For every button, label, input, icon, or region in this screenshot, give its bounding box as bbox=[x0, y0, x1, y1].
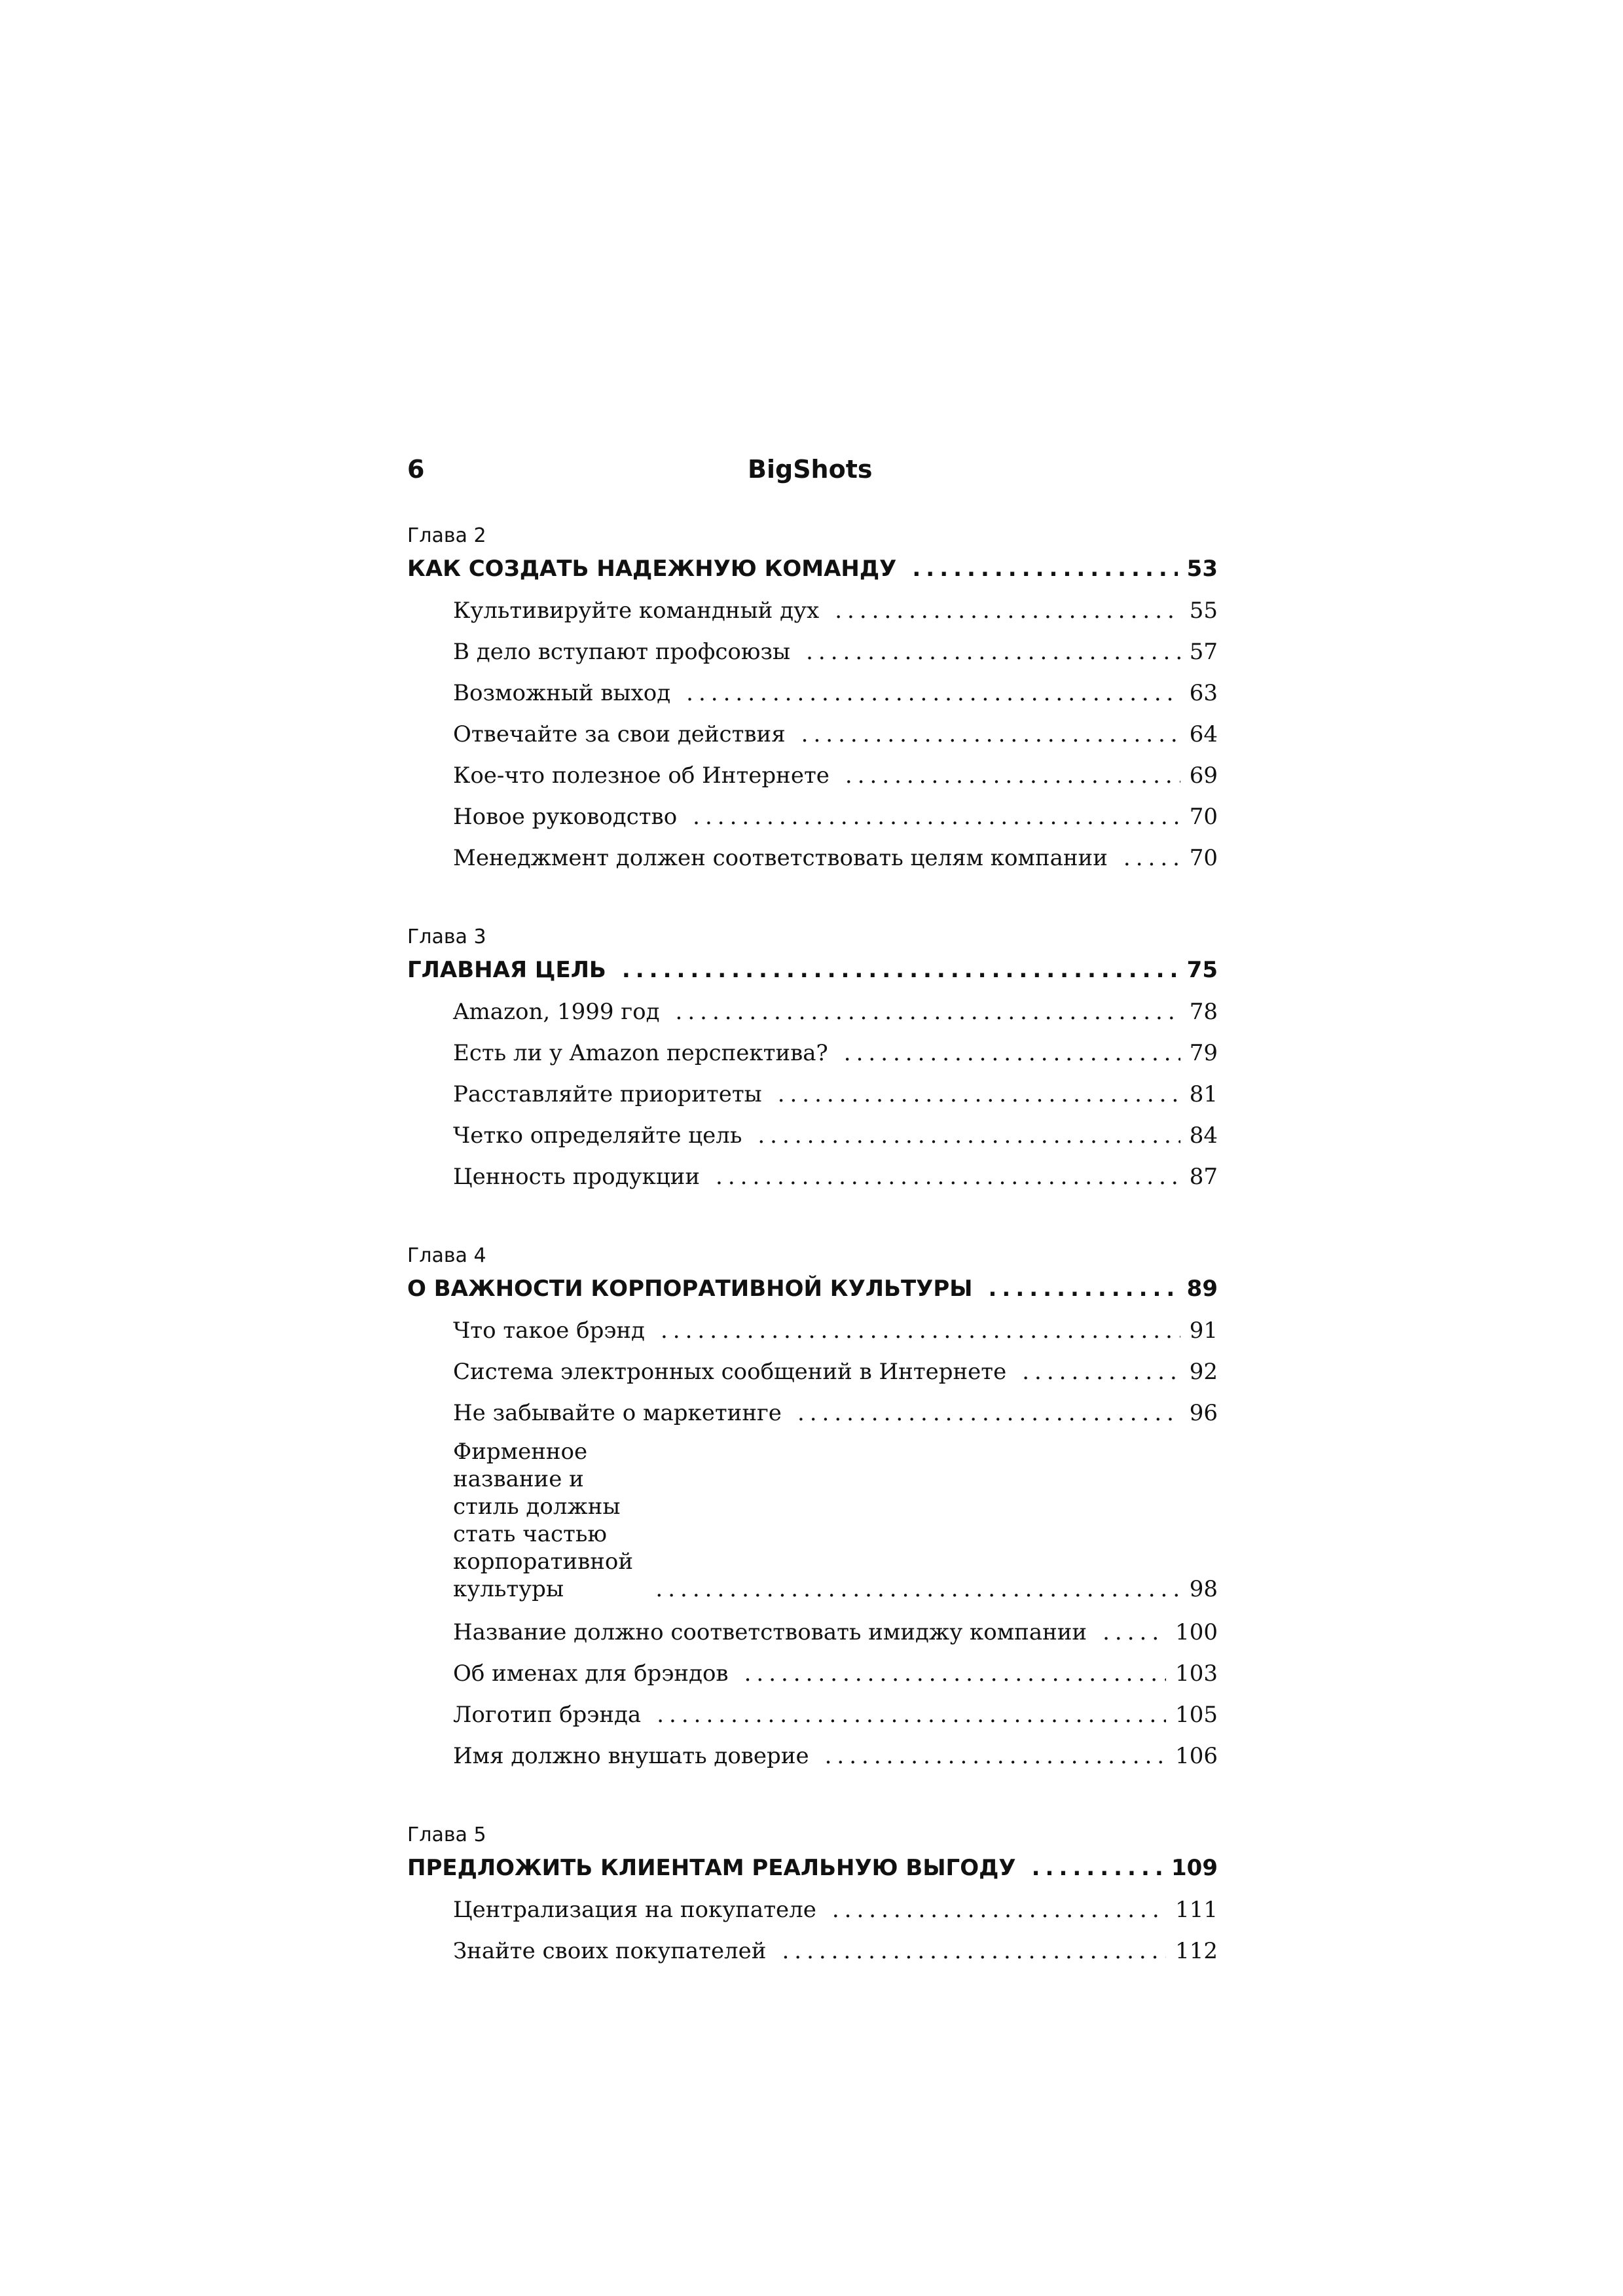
dot-leader bbox=[844, 1033, 1180, 1074]
chapter-title-row[interactable] bbox=[407, 548, 1218, 589]
entry-title: Культивируйте командный дух bbox=[453, 598, 820, 624]
entry-title: Что такое брэнд bbox=[453, 1318, 645, 1344]
entry-title: Логотип брэнда bbox=[453, 1702, 642, 1728]
dot-leader bbox=[778, 1074, 1180, 1115]
chapter-page-number: 53 bbox=[1186, 556, 1218, 582]
dot-leader bbox=[801, 714, 1180, 755]
running-head bbox=[407, 455, 1218, 494]
entry-page-number: 91 bbox=[1189, 1318, 1218, 1344]
entry-page-number: 79 bbox=[1189, 1040, 1218, 1066]
dot-leader bbox=[832, 1890, 1166, 1931]
entry-title: Имя должно внушать доверие bbox=[453, 1743, 809, 1769]
toc-entry[interactable] bbox=[407, 714, 1218, 755]
entry-page-number: 70 bbox=[1189, 804, 1218, 830]
dot-leader bbox=[835, 590, 1180, 632]
entry-page-number: 92 bbox=[1189, 1359, 1218, 1385]
entry-title: Расставляйте приоритеты bbox=[453, 1081, 762, 1107]
entry-title: Система электронных сообщений в Интернете bbox=[453, 1359, 1007, 1385]
dot-leader bbox=[989, 1268, 1178, 1309]
dot-leader bbox=[655, 1575, 1180, 1603]
chapter-2 bbox=[407, 524, 1218, 879]
toc-entry[interactable] bbox=[407, 1033, 1218, 1074]
entry-title: Кое-что полезное об Интернете bbox=[453, 762, 830, 789]
toc-entry[interactable] bbox=[407, 590, 1218, 632]
dot-leader bbox=[1022, 1352, 1180, 1393]
dot-leader bbox=[797, 1393, 1180, 1434]
toc-entry[interactable] bbox=[407, 1310, 1218, 1352]
dot-leader bbox=[693, 797, 1180, 838]
toc-entry[interactable] bbox=[407, 797, 1218, 838]
dot-leader bbox=[1032, 1848, 1162, 1888]
entry-title: Менеджмент должен соответствовать целям компании bbox=[453, 845, 1108, 871]
toc-entry[interactable] bbox=[407, 1352, 1218, 1393]
table-of-contents bbox=[407, 524, 1218, 2018]
toc-entry[interactable] bbox=[407, 1115, 1218, 1157]
entry-page-number: 64 bbox=[1189, 721, 1218, 747]
chapter-title-row[interactable] bbox=[407, 950, 1218, 990]
toc-entry[interactable] bbox=[407, 1695, 1218, 1736]
entry-page-number: 81 bbox=[1189, 1081, 1218, 1107]
entry-title: Централизация на покупателе bbox=[453, 1897, 816, 1923]
chapter-label: Глава 5 bbox=[407, 1823, 486, 1846]
dot-leader bbox=[661, 1310, 1180, 1352]
entry-page-number: 87 bbox=[1189, 1164, 1218, 1190]
chapter-title-row[interactable] bbox=[407, 1848, 1218, 1888]
toc-entry[interactable] bbox=[407, 1393, 1218, 1434]
entry-page-number: 84 bbox=[1189, 1122, 1218, 1149]
entry-title: Фирменное название и стиль должны стать частью корпоративной культуры bbox=[453, 1439, 634, 1602]
dot-leader bbox=[1103, 1612, 1166, 1653]
entry-page-number: 111 bbox=[1175, 1897, 1218, 1923]
dot-leader bbox=[716, 1157, 1180, 1198]
dot-leader bbox=[757, 1115, 1180, 1157]
entry-title: В дело вступают профсоюзы bbox=[453, 639, 791, 665]
chapter-title: О ВАЖНОСТИ КОРПОРАТИВНОЙ КУЛЬТУРЫ bbox=[407, 1276, 973, 1302]
chapter-label: Глава 4 bbox=[407, 1244, 486, 1267]
toc-entry[interactable] bbox=[407, 1931, 1218, 1972]
chapter-page-number: 89 bbox=[1186, 1276, 1218, 1302]
entry-title: Название должно соответствовать имиджу компании bbox=[453, 1619, 1087, 1645]
chapter-page-number: 75 bbox=[1186, 957, 1218, 983]
entry-title: Четко определяйте цель bbox=[453, 1122, 742, 1149]
toc-entry[interactable] bbox=[407, 1653, 1218, 1695]
entry-page-number: 96 bbox=[1189, 1400, 1218, 1426]
dot-leader bbox=[686, 673, 1180, 714]
toc-entry[interactable] bbox=[407, 755, 1218, 797]
entry-page-number: 112 bbox=[1175, 1938, 1218, 1964]
dot-leader bbox=[912, 548, 1177, 589]
entry-page-number: 70 bbox=[1189, 845, 1218, 871]
chapter-page-number: 109 bbox=[1171, 1855, 1218, 1881]
chapter-3 bbox=[407, 925, 1218, 1198]
toc-entry[interactable] bbox=[407, 838, 1218, 879]
entry-page-number: 57 bbox=[1189, 639, 1218, 665]
dot-leader bbox=[622, 950, 1178, 990]
dot-leader bbox=[1123, 838, 1180, 879]
chapter-title: ПРЕДЛОЖИТЬ КЛИЕНТАМ РЕАЛЬНУЮ ВЫГОДУ bbox=[407, 1855, 1016, 1881]
entry-title: Не забывайте о маркетинге bbox=[453, 1400, 782, 1426]
dot-leader bbox=[676, 992, 1180, 1033]
toc-entry[interactable] bbox=[407, 1434, 1218, 1612]
dot-leader bbox=[657, 1695, 1166, 1736]
toc-entry[interactable] bbox=[407, 1612, 1218, 1653]
entry-title: Знайте своих покупателей bbox=[453, 1938, 767, 1964]
dot-leader bbox=[825, 1736, 1166, 1777]
toc-entry[interactable] bbox=[407, 673, 1218, 714]
entry-page-number: 78 bbox=[1189, 999, 1218, 1025]
toc-entry[interactable] bbox=[407, 1074, 1218, 1115]
entry-title: Есть ли у Amazon перспектива? bbox=[453, 1040, 828, 1066]
toc-entry[interactable] bbox=[407, 1890, 1218, 1931]
entry-page-number: 103 bbox=[1175, 1660, 1218, 1687]
entry-page-number: 98 bbox=[1189, 1576, 1218, 1602]
entry-page-number: 55 bbox=[1189, 598, 1218, 624]
entry-title: Об именах для брэндов bbox=[453, 1660, 729, 1687]
toc-entry[interactable] bbox=[407, 1157, 1218, 1198]
entry-page-number: 69 bbox=[1189, 762, 1218, 789]
page-number: 6 bbox=[407, 455, 425, 484]
dot-leader bbox=[744, 1653, 1167, 1695]
entry-title: Ценность продукции bbox=[453, 1164, 701, 1190]
chapter-4 bbox=[407, 1244, 1218, 1777]
entry-title: Новое руководство bbox=[453, 804, 678, 830]
entry-title: Возможный выход bbox=[453, 680, 671, 706]
entry-page-number: 100 bbox=[1175, 1619, 1218, 1645]
entry-title: Отвечайте за свои действия bbox=[453, 721, 786, 747]
chapter-title: ГЛАВНАЯ ЦЕЛЬ bbox=[407, 957, 606, 983]
dot-leader bbox=[806, 632, 1180, 673]
dot-leader bbox=[845, 755, 1180, 797]
chapter-5 bbox=[407, 1823, 1218, 1972]
chapter-title: КАК СОЗДАТЬ НАДЕЖНУЮ КОМАНДУ bbox=[407, 556, 897, 582]
chapter-title-row[interactable] bbox=[407, 1268, 1218, 1309]
dot-leader bbox=[782, 1931, 1166, 1972]
chapter-label: Глава 2 bbox=[407, 524, 486, 547]
entry-title: Amazon, 1999 год bbox=[453, 999, 660, 1025]
entry-page-number: 105 bbox=[1175, 1702, 1218, 1728]
entry-page-number: 63 bbox=[1189, 680, 1218, 706]
entry-page-number: 106 bbox=[1175, 1743, 1218, 1769]
toc-entry[interactable] bbox=[407, 632, 1218, 673]
book-title: BigShots bbox=[748, 455, 873, 484]
toc-entry[interactable] bbox=[407, 1736, 1218, 1777]
toc-entry[interactable] bbox=[407, 992, 1218, 1033]
chapter-label: Глава 3 bbox=[407, 925, 486, 948]
